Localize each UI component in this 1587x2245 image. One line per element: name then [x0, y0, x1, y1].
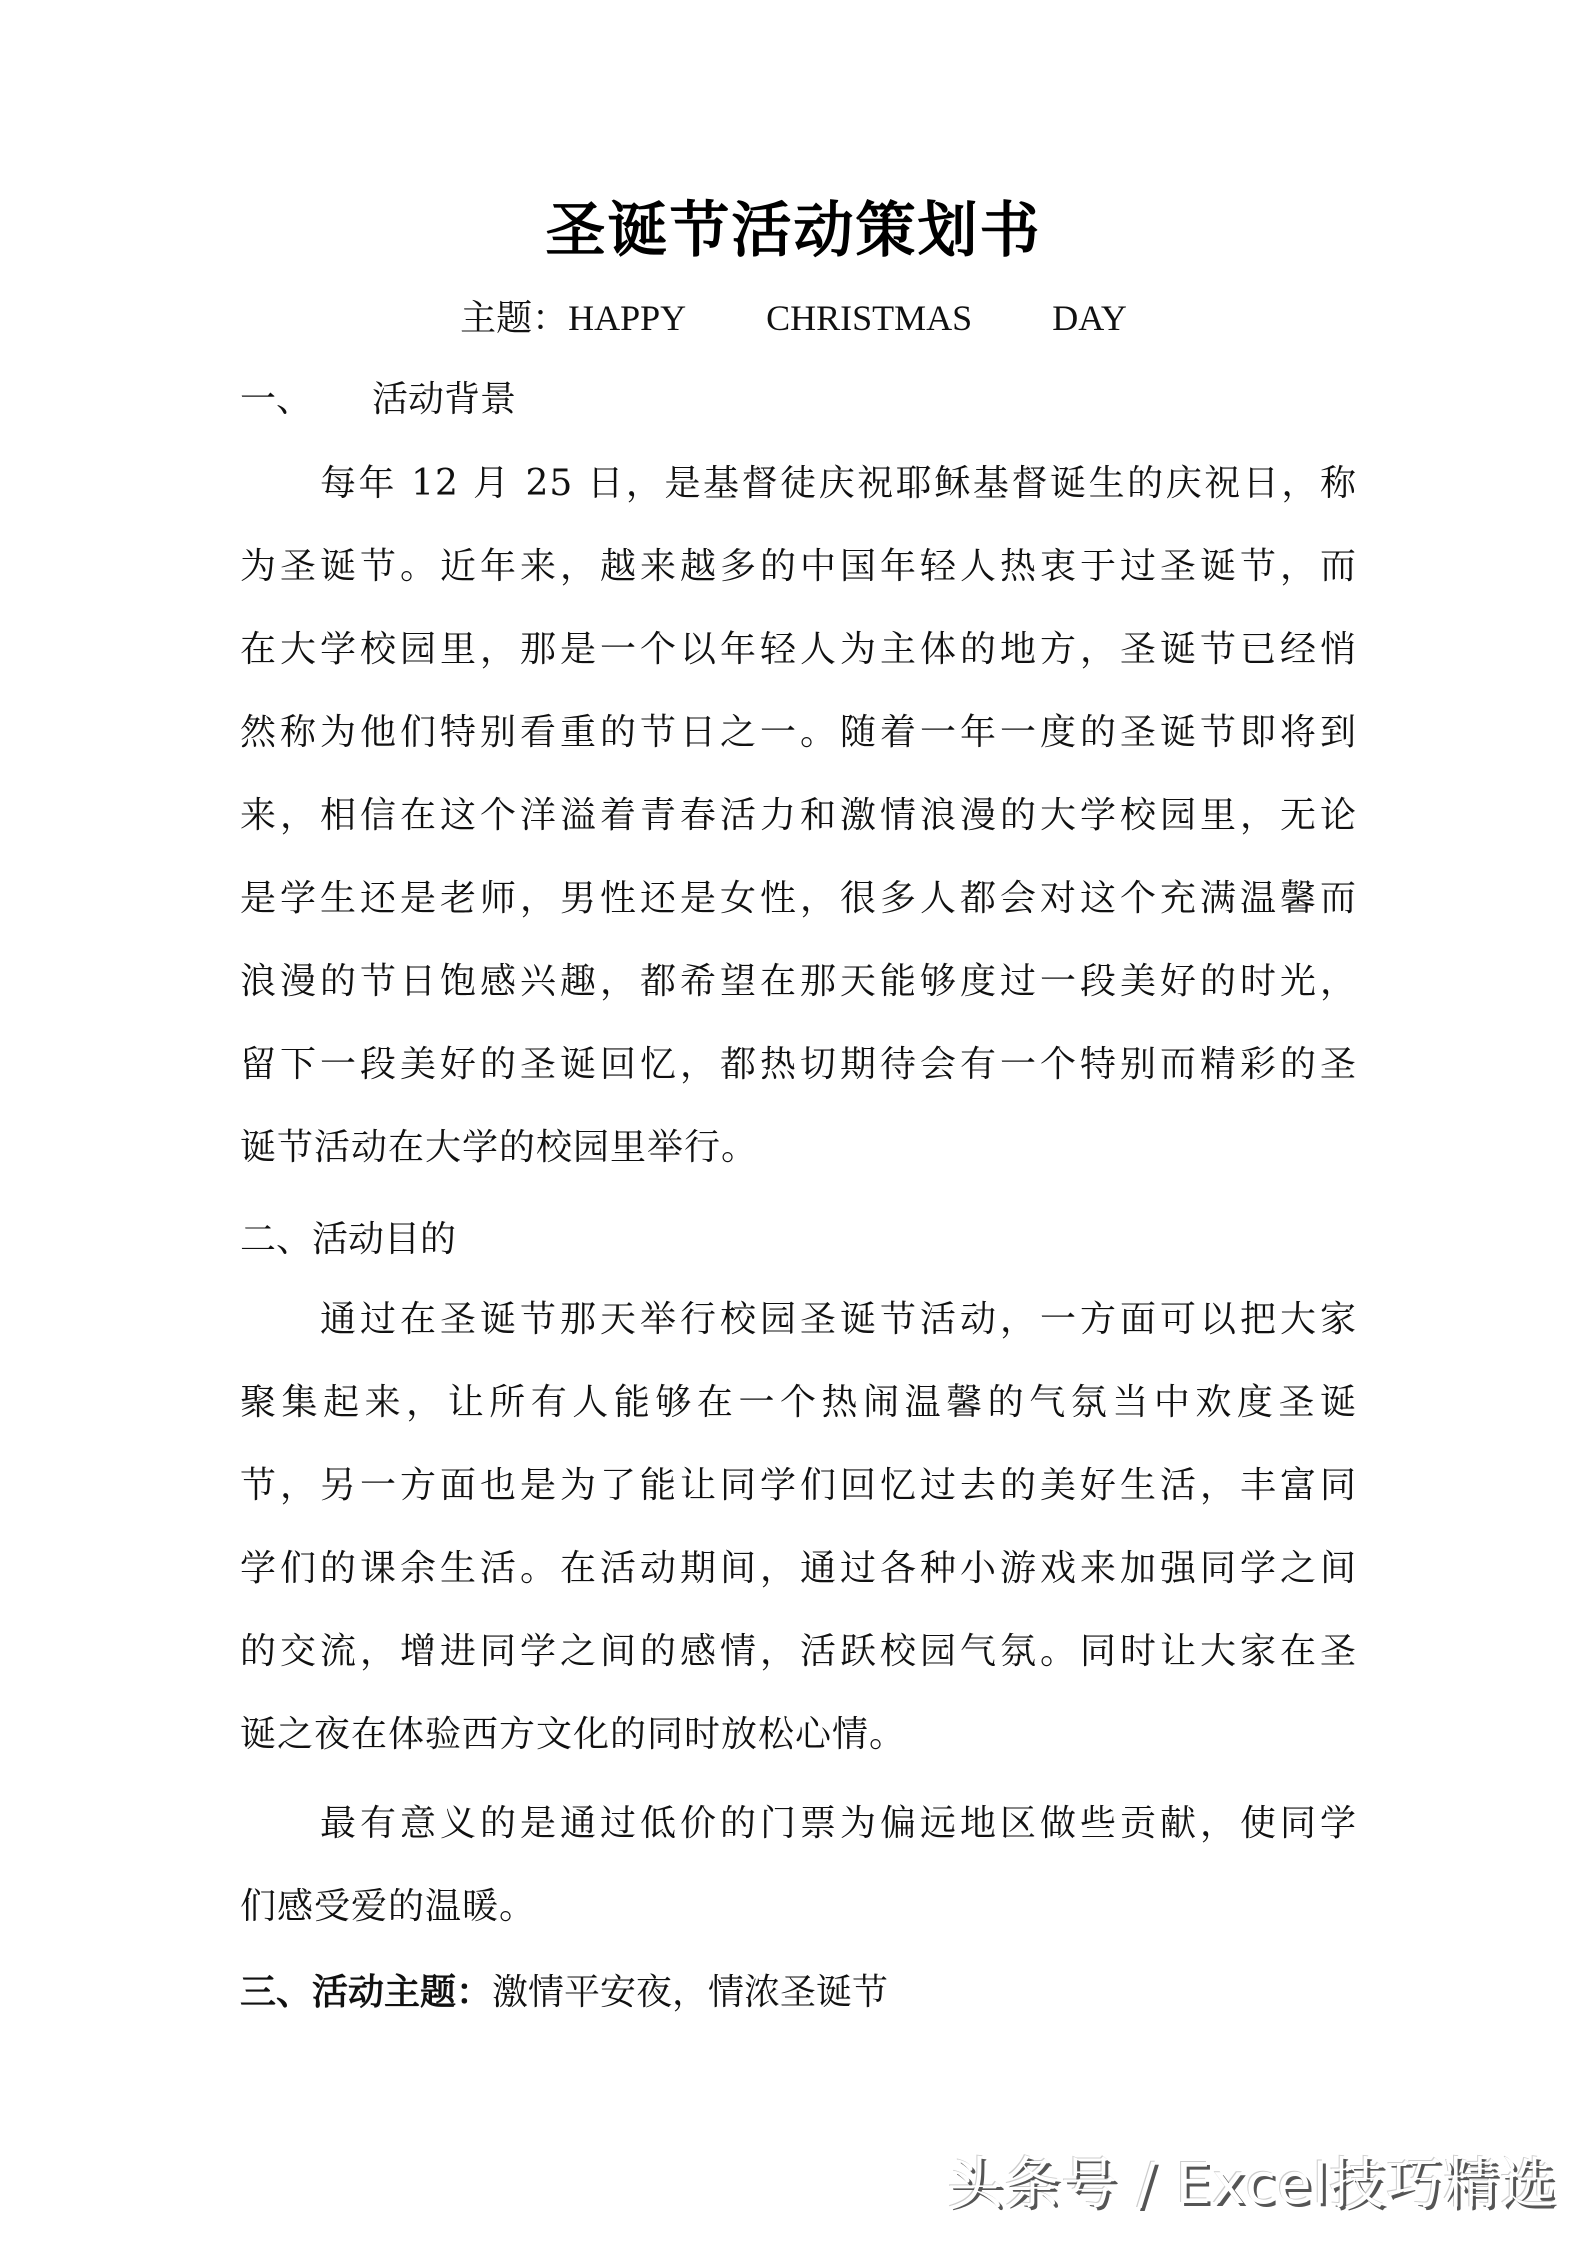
- paragraph-significance: [240, 1782, 1357, 1948]
- subtitle-word: HAPPY: [568, 298, 687, 338]
- section-theme-text: 激情平安夜，情浓圣诞节: [492, 1972, 889, 2013]
- paragraph-line: 诞节活动在大学的校园里举行。: [240, 1127, 759, 1168]
- section-heading-theme: [240, 1970, 888, 2015]
- paragraph-line: 最有意义的是通过低价的门票为偏远地区做些贡献，使同学: [320, 1803, 1357, 1844]
- section-number: 二、: [240, 1219, 313, 1260]
- paragraph-line: 聚集起来，让所有人能够在一个热闹温馨的气氛当中欢度圣诞: [240, 1382, 1357, 1423]
- paragraph-line: 浪漫的节日饱感兴趣，都希望在那天能够度过一段美好的时光，: [240, 961, 1357, 1002]
- watermark: 头条号 / Excel技巧精选: [947, 2152, 1557, 2217]
- paragraph-line: 的交流，增进同学之间的感情，活跃校园气氛。同时让大家在圣: [240, 1631, 1357, 1672]
- section-number: 一、: [240, 379, 313, 420]
- paragraph-line: 为圣诞节。近年来，越来越多的中国年轻人热衷于过圣诞节，而: [240, 546, 1357, 587]
- paragraph-background: [240, 442, 1357, 1189]
- subtitle-word: DAY: [1052, 298, 1127, 338]
- section-heading-text: 活动主题：: [312, 1971, 493, 2013]
- paragraph-line: 留下一段美好的圣诞回忆，都热切期待会有一个特别而精彩的圣: [240, 1044, 1357, 1085]
- paragraph-line: 每年 12 月 25 日，是基督徒庆祝耶稣基督诞生的庆祝日，称: [320, 463, 1357, 504]
- document-subtitle: [0, 296, 1587, 340]
- section-heading-purpose: [240, 1218, 456, 1262]
- paragraph-line: 们感受爱的温暖。: [240, 1886, 537, 1927]
- paragraph-line: 学们的课余生活。在活动期间，通过各种小游戏来加强同学之间: [240, 1548, 1357, 1589]
- paragraph-line: 是学生还是老师，男性还是女性，很多人都会对这个充满温馨而: [240, 878, 1357, 919]
- paragraph-line: 来，相信在这个洋溢着青春活力和激情浪漫的大学校园里，无论: [240, 795, 1357, 836]
- section-heading-text: 活动目的: [312, 1219, 457, 1260]
- section-heading-text: 活动背景: [372, 379, 517, 420]
- paragraph-purpose: [240, 1278, 1357, 1776]
- paragraph-line: 然称为他们特别看重的节日之一。随着一年一度的圣诞节即将到: [240, 712, 1357, 753]
- paragraph-line: 节，另一方面也是为了能让同学们回忆过去的美好生活，丰富同: [240, 1465, 1357, 1506]
- subtitle-label: 主题：: [460, 298, 569, 338]
- section-heading-background: [240, 378, 516, 422]
- paragraph-line: 通过在圣诞节那天举行校园圣诞节活动，一方面可以把大家: [320, 1299, 1357, 1340]
- paragraph-line: 诞之夜在体验西方文化的同时放松心情。: [240, 1714, 907, 1755]
- document-title: 圣诞节活动策划书: [545, 196, 1042, 266]
- paragraph-line: 在大学校园里，那是一个以年轻人为主体的地方，圣诞节已经悄: [240, 629, 1357, 670]
- subtitle-word: CHRISTMAS: [766, 298, 973, 338]
- section-number: 三、: [240, 1971, 313, 2013]
